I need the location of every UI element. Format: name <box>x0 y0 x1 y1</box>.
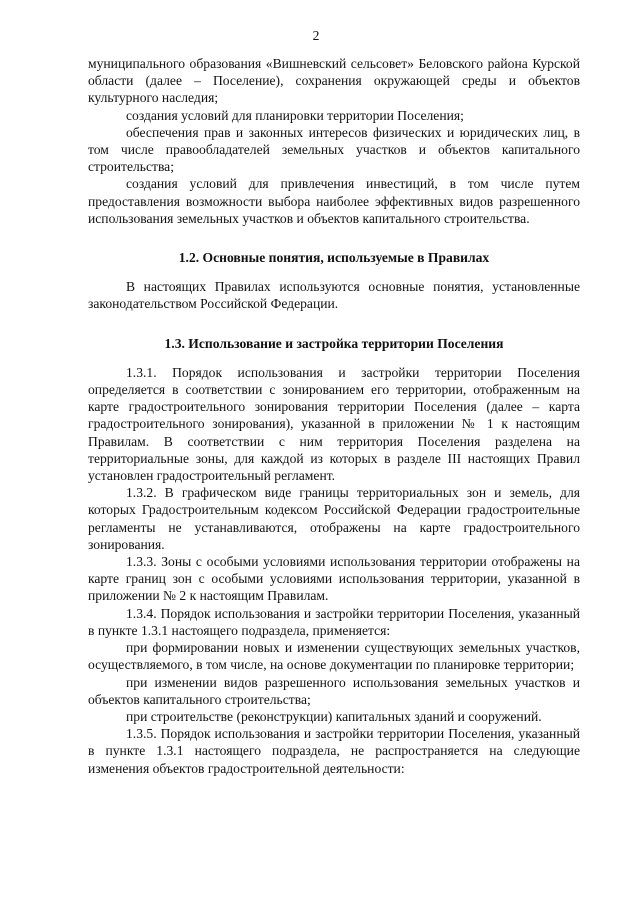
clause-list-item: при изменении видов разрешенного использования земельных участков и объектов капитального строительства; <box>88 674 580 707</box>
page-content <box>88 55 580 777</box>
clause-1-3-2: 1.3.2. В графическом виде границы территориальных зон и земель, для которых Градостроительным кодексом Российской Федерации градостроительные регламенты не устанавливаются, отображены на карте градостроительного зонирования. <box>88 485 580 552</box>
intro-paragraph: муниципального образования «Вишневский сельсовет» Беловского района Курской области (далее – Поселение), сохранения окружающей среды и объектов культурного наследия; <box>88 56 580 106</box>
intro-paragraph: обеспечения прав и законных интересов физических и юридических лиц, в том числе правообладателей земельных участков и объектов капитального строительства; <box>88 124 580 175</box>
section-1-2-text: В настоящих Правилах используются основные понятия, установленные законодательством Российской Федерации. <box>88 279 580 312</box>
section-heading-1-3: 1.3. Использование и застройка территории Поселения <box>164 335 504 351</box>
intro-paragraph: создания условий для привлечения инвестиций, в том числе путем предоставления возможности выбора наиболее эффективных видов разрешенного использования земельных участков и объектов капитального строительства. <box>88 176 580 226</box>
clause-1-3-3: 1.3.3. Зоны с особыми условиями использования территории отображены на карте границ зон с особыми условиями использования территории, указанной в приложении № 2 к настоящим Правилам. <box>88 554 580 604</box>
clause-list-item: при формировании новых и изменении существующих земельных участков, осуществляемого, в том числе, на основе документации по планировке территории; <box>88 640 580 673</box>
clause-list-item: при строительстве (реконструкции) капитальных зданий и сооружений. <box>126 708 542 724</box>
clause-1-3-1: 1.3.1. Порядок использования и застройки территории Поселения определяется в соответствии с зонированием его территории, отображенным на карте градостроительного зонирования территории Поселения (далее – карта градостроительного зонирования), указанной в приложении № 1 к настоящим Правилам. В соответствии с ним территория Поселения разделена на территориальные зоны, для каждой из которых в разделе III настоящих Правил установлен градостроительный регламент. <box>88 364 580 484</box>
clause-1-3-4: 1.3.4. Порядок использования и застройки территории Поселения, указанный в пункте 1.3.1 настоящего подраздела, применяется: <box>88 605 580 638</box>
clause-1-3-5: 1.3.5. Порядок использования и застройки территории Поселения, указанный в пункте 1.3.1 настоящего подраздела, не распространяется на следующие изменения объектов градостроительной деятельности: <box>88 726 580 776</box>
page-number: 2 <box>312 28 320 43</box>
intro-paragraph: создания условий для планировки территории Поселения; <box>126 107 464 123</box>
section-heading-1-2: 1.2. Основные понятия, используемые в Правилах <box>178 250 490 266</box>
